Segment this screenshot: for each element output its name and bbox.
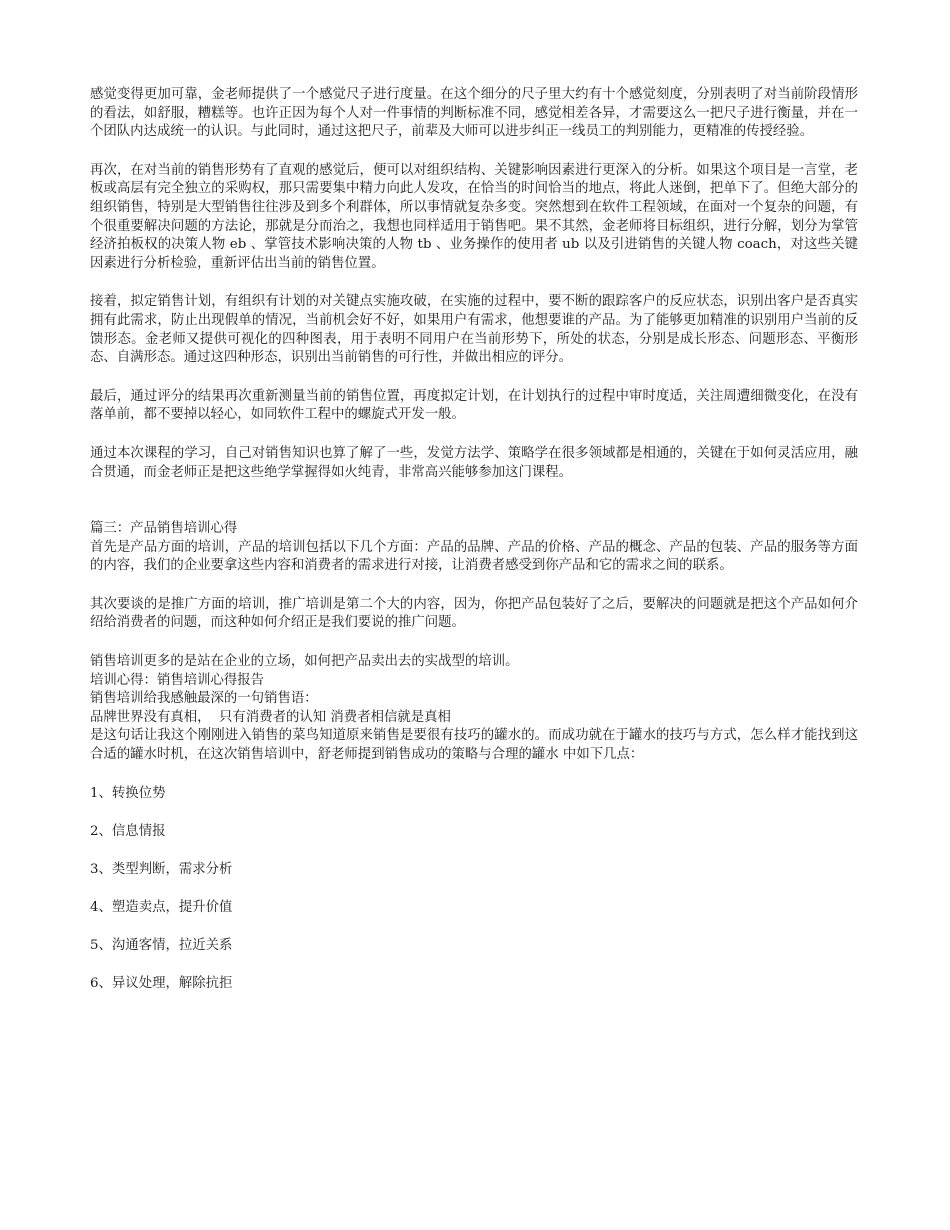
paragraph-quote-intro: 销售培训给我感触最深的一句销售语： (90, 691, 318, 707)
list-item: 4、塑造卖点，提升价值 (90, 899, 233, 915)
paragraph-report-title: 培训心得：销售培训心得报告 (90, 672, 265, 688)
paragraph-product-training: 首先是产品方面的培训，产品的培训包括以下几个方面：产品的品牌、产品的价格、产品的概念、产品的包装、产品的服务等方面的内容，我们的企业要拿这些内容和消费者的需求进行对接，让消费者感受到你产品和它的需求之间的联系。 (90, 539, 858, 574)
paragraph-sales-training: 销售培训更多的是站在企业的立场，如何把产品卖出去的实战型的培训。 (90, 654, 519, 670)
list-item: 5、沟通客情，拉近关系 (90, 937, 233, 953)
strategy-list (90, 785, 858, 994)
section-heading: 篇三：产品销售培训心得 (90, 521, 238, 537)
paragraph-feeling-ruler: 感觉变得更加可靠，金老师提供了一个感觉尺子进行度量。在这个细分的尺子里大约有十个感觉刻度，分别表明了对当前阶段情形的看法，如舒服，糟糕等。也许正因为每个人对一件事情的判断标准不同，感觉相差各异，才需要这么一把尺子进行衡量，并在一个团队内达成统一的认识。与此同时，通过这把尺子，前辈及大师可以进步纠正一线员工的判别能力，更精准的传授经验。 (90, 87, 858, 140)
paragraph-organization-analysis: 再次，在对当前的销售形势有了直观的感觉后，便可以对组织结构、关键影响因素进行更深入的分析。如果这个项目是一言堂，老板或高层有完全独立的采购权，那只需要集中精力向此人发攻，在恰当的时间恰当的地点，将此人迷倒，把单下了。但绝大部分的组织销售，特别是大型销售往往涉及到多个利群体，所以事情就复杂多变。突然想到在软件工程领域，在面对一个复杂的问题，有个很重要解决问题的方法论，那就是分而治之，我想也同样适用于销售吧。果不其然，金老师将目标组织，进行分解，划分为掌管经济拍板权的决策人物 eb 、掌管技术影响决策的人物 tb 、业务操作的使用者 ub 以及引进销售的关键人物 coach，对这些关键因素进行分析检验，重新评估出当前的销售位置。 (90, 162, 858, 271)
list-item: 1、转换位势 (90, 785, 166, 801)
paragraph-sales-plan: 接着，拟定销售计划，有组织有计划的对关键点实施攻破，在实施的过程中，要不断的跟踪客户的反应状态，识别出客户是否真实拥有此需求，防止出现假单的情况，当前机会好不好，如果用户有需求，他想要谁的产品。为了能够更加精准的识别用户当前的反馈形态。金老师又提供可视化的四种图表，用于表明不同用户在当前形势下，所处的状态，分别是成长形态、问题形态、平衡形态、自满形态。通过这四种形态，识别出当前销售的可行性，并做出相应的评分。 (90, 294, 858, 366)
paragraph-brand-quote: 品牌世界没有真相， 只有消费者的认知 消费者相信就是真相 (90, 709, 451, 725)
paragraph-final-evaluation: 最后，通过评分的结果再次重新测量当前的销售位置，再度拟定计划，在计划执行的过程中审时度适，关注周遭细微变化，在没有落单前，都不要掉以轻心，如同软件工程中的螺旋式开发一般。 (90, 388, 858, 423)
paragraph-strategy-intro: 是这句话让我这个刚刚进入销售的菜鸟知道原来销售是要很有技巧的罐水的。而成功就在于罐水的技巧与方式，怎么样才能找到这合适的罐水时机，在这次销售培训中，舒老师提到销售成功的策略与合理的罐水 中如下几点： (90, 728, 858, 763)
list-item: 3、类型判断，需求分析 (90, 861, 233, 877)
list-item: 2、信息情报 (90, 823, 166, 839)
document-body (90, 86, 858, 1013)
list-item: 6、异议处理，解除抗拒 (90, 975, 233, 991)
paragraph-course-summary: 通过本次课程的学习，自己对销售知识也算了解了一些，发觉方法学、策略学在很多领域都是相通的，关键在于如何灵活应用，融合贯通，而金老师正是把这些绝学掌握得如火纯青，非常高兴能够参加这门课程。 (90, 445, 858, 480)
paragraph-promotion-training: 其次要谈的是推广方面的培训，推广培训是第二个大的内容，因为，你把产品包装好了之后，要解决的问题就是把这个产品如何介绍给消费者的问题，而这种如何介绍正是我们要说的推广问题。 (90, 596, 858, 631)
